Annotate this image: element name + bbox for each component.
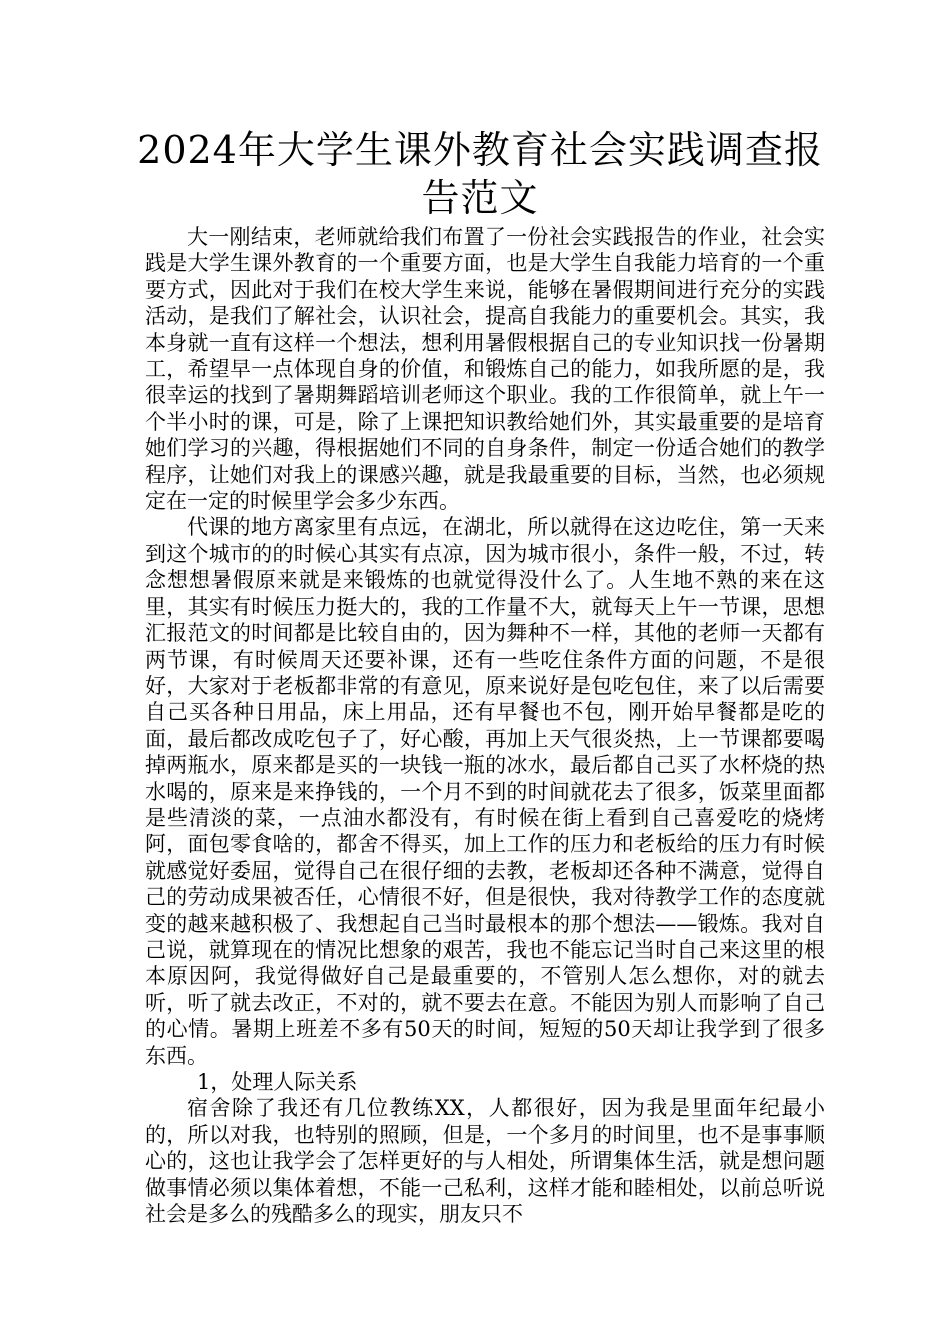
body-paragraph: 大一刚结束，老师就给我们布置了一份社会实践报告的作业，社会实践是大学生课外教育的一个重要方面，也是大学生自我能力培育的一个重要方式，因此对于我们在校大学生来说，能够在暑假期间进行充分的实践活动，是我们了解社会，认识社会，提高自我能力的重要机会。其实，我本身就一直有这样一个想法，想利用暑假根据自己的专业知识找一份暑期工，希望早一点体现自身的价值，和锻炼自己的能力，如我所愿的是，我很幸运的找到了暑期舞蹈培训老师这个职业。我的工作很简单，就上午一个半小时的课，可是，除了上课把知识教给她们外，其实最重要的是培育她们学习的兴趣，得根据她们不同的自身条件，制定一份适合她们的教学程序，让她们对我上的课感兴趣，就是我最重要的目标，当然，也必须规定在一定的时候里学会多少东西。	[145, 225, 825, 514]
section-paragraph: 宿舍除了我还有几位教练XX，人都很好，因为我是里面年纪最小的，所以对我，也特别的照顾，但是，一个多月的时间里，也不是事事顺心的，这也让我学会了怎样更好的与人相处，所谓集体生活，就是想问题做事情必须以集体着想，不能一己私利，这样才能和睦相处，以前总听说社会是多么的残酷多么的现实，朋友只不	[145, 1096, 825, 1227]
document-title: 2024年大学生课外教育社会实践调查报告范文	[137, 128, 823, 220]
section-heading: 1，处理人际关系	[197, 1070, 358, 1094]
document-body	[145, 224, 825, 1227]
body-paragraph: 代课的地方离家里有点远，在湖北，所以就得在这边吃住，第一天来到这个城市的的时候心其实有点凉，因为城市很小，条件一般，不过，转念想想暑假原来就是来锻炼的也就觉得没什么了。人生地不熟的来在这里，其实有时候压力挺大的，我的工作量不大，就每天上午一节课，思想汇报范文的时间都是比较自由的，因为舞种不一样，其他的老师一天都有两节课，有时候周天还要补课，还有一些吃住条件方面的问题，不是很好，大家对于老板都非常的有意见，原来说好是包吃包住，来了以后需要自己买各种日用品，床上用品，还有早餐也不包，刚开始早餐都是吃的面，最后都改成吃包子了，好心酸，再加上天气很炎热，上一节课都要喝掉两瓶水，原来都是买的一块钱一瓶的冰水，最后都自己买了水杯烧的热水喝的，原来是来挣钱的，一个月不到的时间就花去了很多，饭菜里面都是些清淡的菜，一点油水都没有，有时候在街上看到自己喜爱吃的烧烤阿，面包零食啥的，都舍不得买，加上工作的压力和老板给的压力有时候就感觉好委屈，觉得自己在很仔细的去教，老板却还各种不满意，觉得自己的劳动成果被否任，心情很不好，但是很快，我对待教学工作的态度就变的越来越积极了、我想起自己当时最根本的那个想法——锻炼。我对自己说，就算现在的情况比想象的艰苦，我也不能忘记当时自己来这里的根本原因阿，我觉得做好自己是最重要的，不管别人怎么想你，对的就去听，听了就去改正，不对的，就不要去在意。不能因为别人而影响了自己的心情。暑期上班差不多有50天的时间，短短的50天却让我学到了很多东西。	[145, 515, 825, 1068]
